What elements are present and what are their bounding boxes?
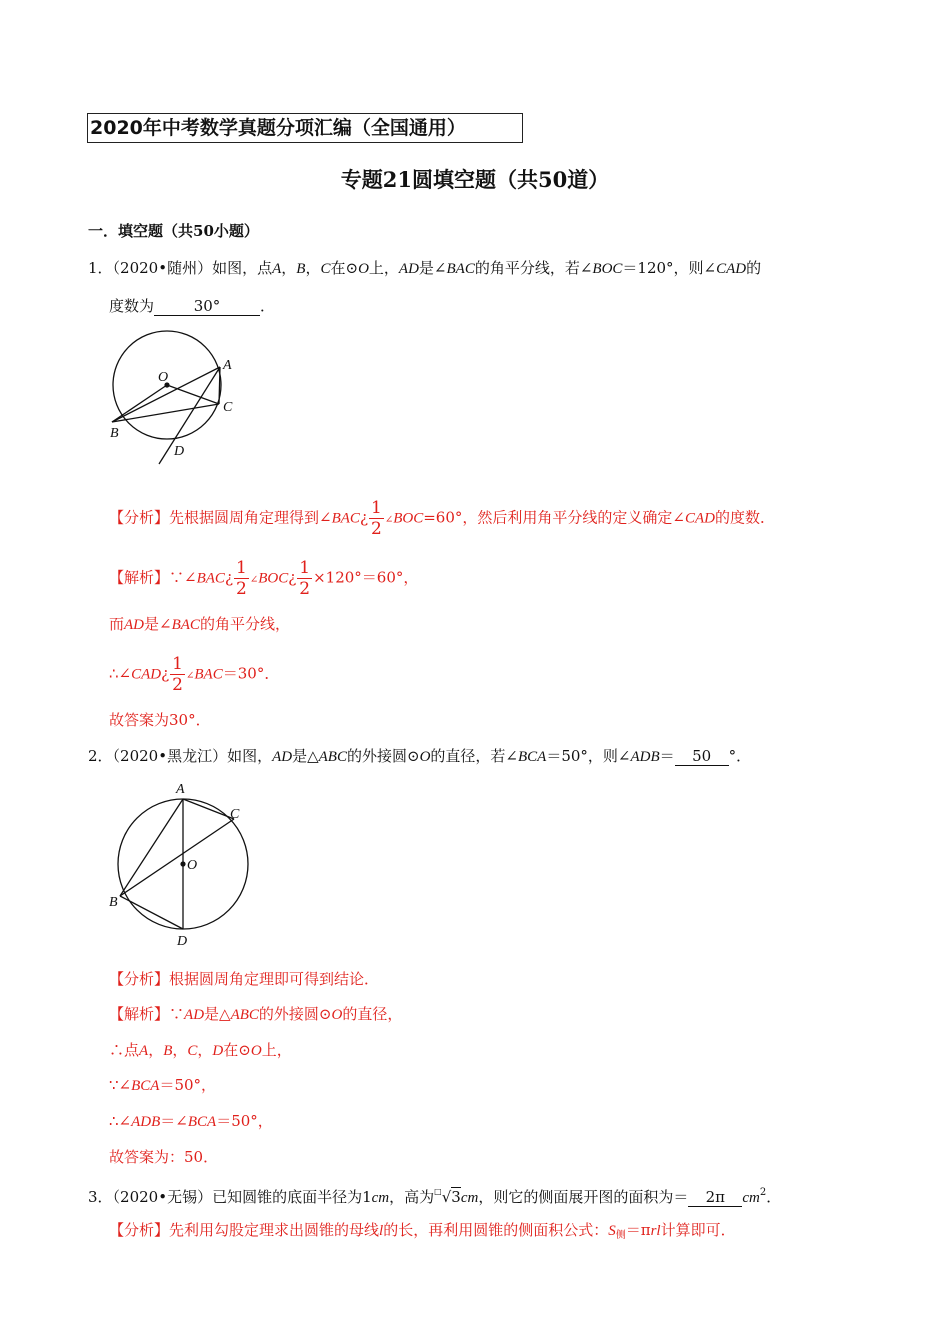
q1-analysis: 【分析】先根据圆周角定理得到∠BAC¿ $\frac{1}{2}$ ∠BOC=60°，然后利用角平分线的定义确定∠CAD的度数． xyxy=(109,498,775,539)
q2-center-dot xyxy=(180,861,185,866)
q1-line1: 1．（2020•随州）如图，点A，B，C在⊙O上，AD是∠BAC的角平分线，若∠BOC＝120°，则∠CAD的 xyxy=(88,259,762,277)
q2-segment-AB xyxy=(120,799,183,896)
q1-label-O: O xyxy=(158,370,169,385)
q2-answer-blank: 50 xyxy=(675,747,729,766)
q3-analysis: 【分析】先利用勾股定理求出圆锥的母线l的长，再利用圆锥的侧面积公式：$S_侧=\pi rl$计算即可． xyxy=(109,1221,736,1241)
fraction-half: $\frac{1}{2}$ xyxy=(370,498,382,539)
q2-label-D: D xyxy=(177,934,188,949)
q2-line1: 2．（2020•黑龙江）如图，AD是△ABC的外接圆⊙O的直径，若∠BCA＝50°，则∠ADB＝ 50 °． xyxy=(88,747,752,765)
q1-solution-line1: 【解析】∵∠BAC¿ $\frac{1}{2}$ ∠BOC¿ $\frac{1}{2}$ ×120°＝60°， xyxy=(109,558,419,599)
q2-solution-line3: ∵∠BCA＝50°， xyxy=(109,1076,217,1094)
fraction-half: $\frac{1}{2}$ xyxy=(235,558,247,599)
q2-label-A: A xyxy=(176,782,185,797)
q2-label-C: C xyxy=(230,807,240,822)
q1-solution-line3: ∴∠CAD¿ $\frac{1}{2}$ ∠BAC＝30°． xyxy=(109,654,280,695)
q1-segment-OC xyxy=(167,385,219,404)
q1-solution-line4: 故答案为30°． xyxy=(109,711,211,729)
fraction-half: $\frac{1}{2}$ xyxy=(299,558,311,599)
q1-label-D: D xyxy=(174,444,185,459)
section-heading: 一．填空题（共50小题） xyxy=(88,222,259,240)
q2-analysis: 【分析】根据圆周角定理即可得到结论． xyxy=(109,970,380,988)
q3-line1: 3．（2020•无锡）已知圆锥的底面半径为1cm，高为□√3cm，则它的侧面展开图的面积为＝ 2π $cm^2$． xyxy=(88,1187,782,1206)
q1-solution-line2: 而AD是∠BAC的角平分线， xyxy=(109,615,290,633)
q3-answer-blank: 2π xyxy=(688,1188,742,1207)
q2-segment-BD xyxy=(120,896,183,929)
q1-segment-BC xyxy=(112,404,219,422)
q3-radical: □√3 xyxy=(434,1187,461,1206)
q2-circle-figure xyxy=(104,778,254,950)
q2-solution-line1: 【解析】∵AD是△ABC的外接圆⊙O的直径， xyxy=(109,1005,403,1023)
q2-number: 2． xyxy=(88,747,113,765)
q1-number: 1． xyxy=(88,259,113,277)
q1-label-C: C xyxy=(223,400,233,415)
fraction-half: $\frac{1}{2}$ xyxy=(172,654,183,695)
q2-solution-line2: ∴点A，B，C，D在⊙O上， xyxy=(109,1041,292,1059)
collection-title: 2020年中考数学真题分项汇编（全国通用） xyxy=(90,117,466,139)
q2-solution-line4: ∴∠ADB＝∠BCA＝50°， xyxy=(109,1112,273,1130)
collection-title-box xyxy=(87,113,523,143)
q3-source: （2020•无锡） xyxy=(112,1188,213,1206)
q2-segment-AC xyxy=(183,799,234,819)
q1-label-B: B xyxy=(110,426,119,441)
q2-solution-line5: 故答案为：50． xyxy=(109,1148,219,1166)
q1-answer-blank: 30° xyxy=(154,297,260,316)
q1-label-A: A xyxy=(223,358,232,373)
q1-segment-OB xyxy=(112,385,167,422)
q3-number: 3． xyxy=(88,1188,113,1206)
q2-source: （2020•黑龙江） xyxy=(112,747,228,765)
q1-circle-figure xyxy=(100,326,250,468)
q2-segment-BC xyxy=(120,819,234,896)
q1-line2: 度数为 30° ． xyxy=(109,297,276,315)
q2-label-O: O xyxy=(187,858,198,873)
page-title: 专题21圆填空题（共50道） xyxy=(340,167,610,192)
q2-label-B: B xyxy=(109,895,118,910)
q1-source: （2020•随州） xyxy=(112,259,213,277)
